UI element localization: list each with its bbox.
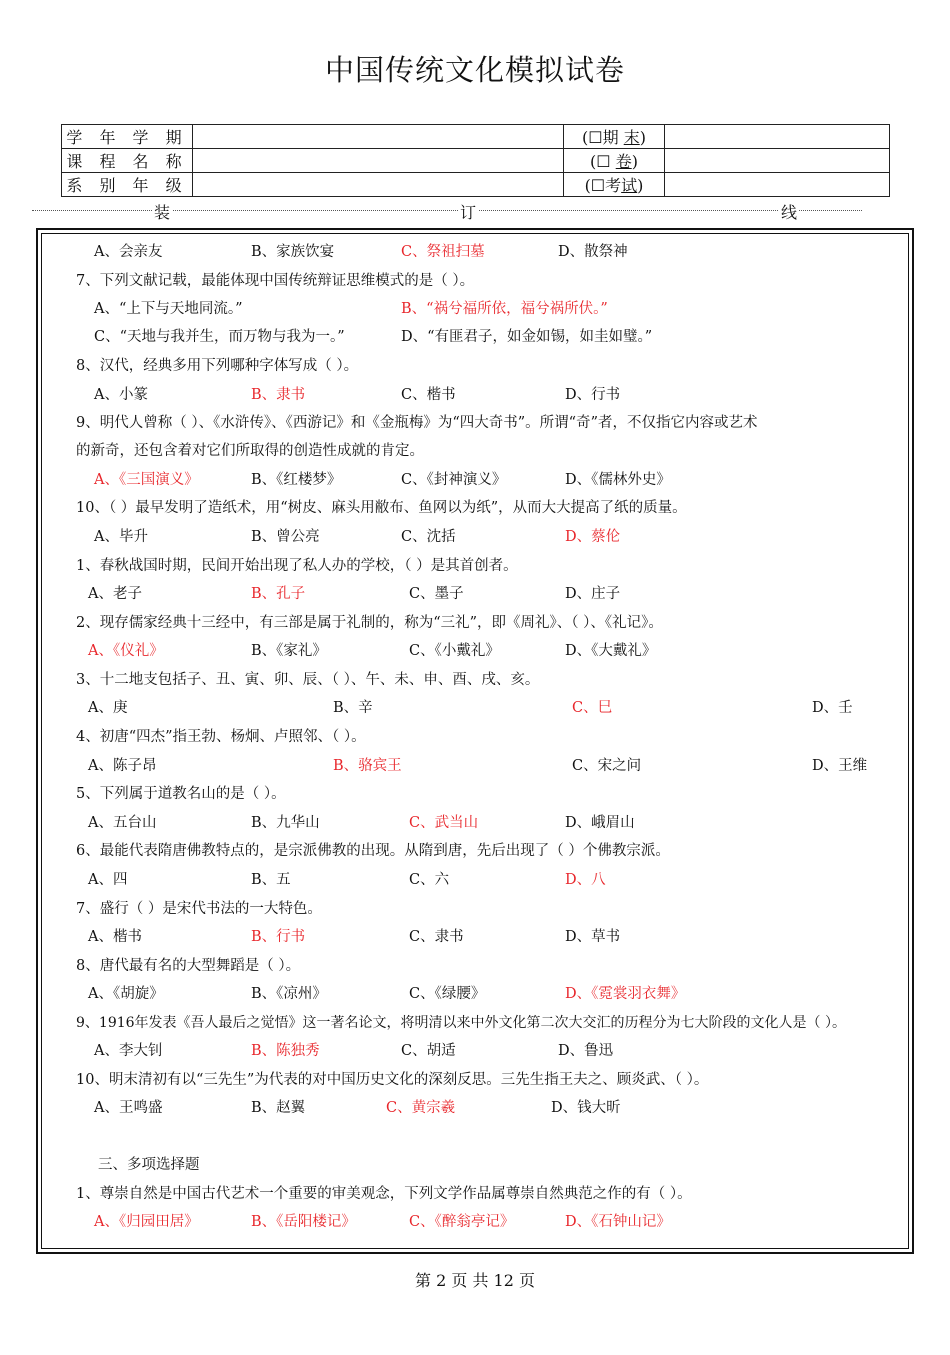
option-c: C、《绿腰》	[409, 986, 486, 1002]
option-a: A、毕升	[94, 529, 148, 545]
option-c: C、隶书	[409, 929, 464, 945]
question-7: 7、下列文献记载，最能体现中国传统辩证思维模式的是（ ）。	[76, 273, 475, 289]
option-d: D、《大戴礼》	[565, 643, 657, 659]
binding-label-right: 线	[779, 200, 799, 223]
question-9-cont: 的新奇，还包含着对它们所取得的创造性成就的肯定。	[76, 443, 424, 459]
question-2: 2、现存儒家经典十三经中，有三部是属于礼制的，称为“三礼”，即《周礼》、（ ）、《礼记》。	[76, 615, 663, 631]
label-dept: 系 别 年 级	[62, 173, 193, 197]
answer-option-d: D、蔡伦	[565, 529, 621, 545]
option-b: B、曾公亮	[251, 529, 320, 545]
question-10b: 10、明末清初有以“三先生”为代表的对中国历史文化的深刻反思。三先生指王夫之、顾炎武、（ ）。	[76, 1072, 709, 1088]
answer-option-b: B、陈独秀	[251, 1043, 320, 1059]
answer-option-b: B、孔子	[251, 586, 306, 602]
option-b: B、《家礼》	[251, 643, 327, 659]
field-term-extra[interactable]	[665, 125, 890, 149]
option-a: A、陈子昂	[88, 758, 157, 774]
answer-option-a: A、《三国演义》	[94, 472, 199, 488]
answer-option-c: C、巳	[572, 700, 613, 716]
answer-option-b: B、隶书	[251, 387, 306, 403]
question-7b: 7、盛行（ ）是宋代书法的一大特色。	[76, 901, 322, 917]
option-b: B、九华山	[251, 815, 320, 831]
option-d: D、行书	[565, 387, 621, 403]
option-c: C、楷书	[401, 387, 456, 403]
option-a: A、王鸣盛	[94, 1100, 163, 1116]
question-6: 6、最能代表隋唐佛教特点的，是宗派佛教的出现。从隋到唐，先后出现了（ ）个佛教宗派。	[76, 843, 670, 859]
question-10: 10、（ ）最早发明了造纸术，用“树皮、麻头用敝布、鱼网以为纸”，从而大大提高了纸的质量。	[76, 500, 687, 516]
option-a: A、李大钊	[94, 1043, 163, 1059]
option-a: A、“上下与天地同流。”	[94, 301, 243, 317]
option-a: A、四	[88, 872, 128, 888]
answer-option-c: C、《醉翁亭记》	[409, 1214, 515, 1230]
answer-option-b: B、行书	[251, 929, 306, 945]
page-title: 中国传统文化模拟试卷	[324, 53, 625, 87]
option-a: A、会亲友	[94, 244, 163, 260]
question-5: 5、下列属于道教名山的是（ ）。	[76, 786, 286, 802]
option-d: D、“有匪君子，如金如锡，如圭如璧。”	[401, 329, 653, 345]
option-a: A、老子	[88, 586, 142, 602]
question-8: 8、汉代，经典多用下列哪种字体写成（ ）。	[76, 358, 359, 374]
option-d: D、峨眉山	[565, 815, 635, 831]
option-d: D、鲁迅	[558, 1043, 614, 1059]
option-d: D、壬	[812, 700, 853, 716]
answer-option-c: C、武当山	[409, 815, 479, 831]
option-d: D、《儒林外史》	[565, 472, 671, 488]
option-c: C、《小戴礼》	[409, 643, 500, 659]
option-a: A、庚	[88, 700, 128, 716]
answer-option-b: B、《岳阳楼记》	[251, 1214, 356, 1230]
info-table	[61, 124, 890, 197]
option-c: C、《封神演义》	[401, 472, 507, 488]
option-a: A、小篆	[94, 387, 148, 403]
binding-label-mid: 订	[458, 200, 478, 223]
binding-label-left: 装	[152, 200, 172, 223]
answer-option-a: A、《仪礼》	[88, 643, 164, 659]
option-a: A、《胡旋》	[88, 986, 164, 1002]
answer-option-b: B、“祸兮福所依，福兮祸所伏。”	[401, 301, 608, 317]
option-c: C、六	[409, 872, 450, 888]
option-d: D、散祭神	[558, 244, 628, 260]
option-term: (☐期 末)	[564, 125, 665, 149]
label-term: 学 年 学 期	[62, 125, 193, 149]
question-9b: 9、1916年发表《吾人最后之觉悟》这一著名论文，将明清以来中外文化第二次大交汇的历程分为七大阶段的文化人是（ ）。	[76, 1015, 846, 1031]
label-course: 课 程 名 称	[62, 149, 193, 173]
option-d: D、草书	[565, 929, 621, 945]
option-d: D、庄子	[565, 586, 621, 602]
option-c: C、沈括	[401, 529, 456, 545]
option-d: D、王维	[812, 758, 868, 774]
option-a: A、楷书	[88, 929, 142, 945]
question-9: 9、明代人曾称（ ）、《水浒传》、《西游记》和《金瓶梅》为“四大奇书”。所谓“奇”者，不仅指它内容或艺术	[76, 415, 758, 431]
option-c: C、墨子	[409, 586, 464, 602]
table-row	[62, 173, 890, 197]
answer-option-c: C、黄宗羲	[386, 1100, 456, 1116]
option-b: B、《红楼梦》	[251, 472, 342, 488]
field-dept-extra[interactable]	[665, 173, 890, 197]
section-heading: 三、多项选择题	[98, 1157, 200, 1173]
question-4: 4、初唐“四杰”指王勃、杨炯、卢照邻、（ ）。	[76, 729, 366, 745]
field-dept[interactable]	[193, 173, 564, 197]
table-row	[62, 149, 890, 173]
page-number: 第 2 页 共 12 页	[415, 1271, 535, 1290]
field-course-extra[interactable]	[665, 149, 890, 173]
question-3: 3、十二地支包括子、丑、寅、卯、辰、（ ）、午、未、申、酉、戌、亥。	[76, 672, 540, 688]
option-c: C、胡适	[401, 1043, 456, 1059]
answer-option-d: D、《霓裳羽衣舞》	[565, 986, 686, 1002]
option-b: B、《凉州》	[251, 986, 327, 1002]
answer-option-d: D、《石钟山记》	[565, 1214, 671, 1230]
table-row	[62, 125, 890, 149]
option-b: B、五	[251, 872, 291, 888]
field-term[interactable]	[193, 125, 564, 149]
field-course[interactable]	[193, 149, 564, 173]
question-8b: 8、唐代最有名的大型舞蹈是（ ）。	[76, 958, 301, 974]
option-d: D、钱大昕	[551, 1100, 621, 1116]
option-b: B、家族饮宴	[251, 244, 335, 260]
option-exam: (☐考试)	[564, 173, 665, 197]
option-c: C、宋之问	[572, 758, 642, 774]
question-multi-1: 1、尊崇自然是中国古代艺术一个重要的审美观念，下列文学作品属尊崇自然典范之作的有（ ）。	[76, 1186, 692, 1202]
option-b: B、赵翼	[251, 1100, 306, 1116]
answer-option-d: D、八	[565, 872, 606, 888]
option-a: A、五台山	[88, 815, 157, 831]
answer-option-c: C、祭祖扫墓	[401, 244, 485, 260]
option-c: C、“天地与我并生，而万物与我为一。”	[94, 329, 345, 345]
option-b: B、辛	[333, 700, 373, 716]
answer-option-a: A、《归园田居》	[94, 1214, 199, 1230]
option-paper: (☐ 卷)	[564, 149, 665, 173]
question-1: 1、春秋战国时期，民间开始出现了私人办的学校，（ ）是其首创者。	[76, 558, 518, 574]
answer-option-b: B、骆宾王	[333, 758, 402, 774]
